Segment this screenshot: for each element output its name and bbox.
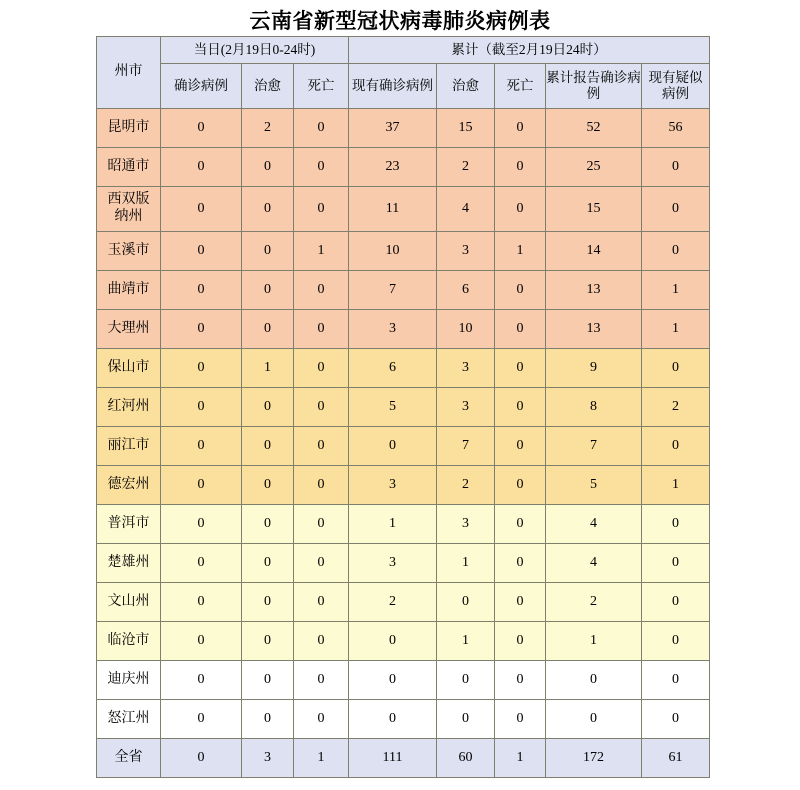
cell-cum-total-reported: 172 <box>546 739 642 778</box>
table-row <box>97 583 710 622</box>
cell-today-deaths: 0 <box>294 466 349 505</box>
cell-cum-total-reported: 25 <box>546 148 642 187</box>
cell-cum-total-reported: 0 <box>546 661 642 700</box>
table-row <box>97 310 710 349</box>
cell-cum-total-reported: 13 <box>546 271 642 310</box>
cell-today-deaths: 1 <box>294 739 349 778</box>
cell-cum-current-confirmed: 1 <box>349 505 437 544</box>
cell-cum-cured: 2 <box>437 466 495 505</box>
table-row <box>97 427 710 466</box>
cell-today-cured: 0 <box>242 187 294 232</box>
table-row <box>97 388 710 427</box>
cell-cum-current-confirmed: 0 <box>349 622 437 661</box>
cell-region-name: 楚雄州 <box>97 544 161 583</box>
cell-today-confirmed: 0 <box>161 505 242 544</box>
cell-today-deaths: 0 <box>294 187 349 232</box>
cell-cum-total-reported: 8 <box>546 388 642 427</box>
cell-cum-total-reported: 13 <box>546 310 642 349</box>
cell-cum-deaths: 1 <box>495 739 546 778</box>
table-row <box>97 544 710 583</box>
cell-today-cured: 0 <box>242 427 294 466</box>
cell-cum-suspected: 0 <box>642 544 710 583</box>
cell-cum-cured: 3 <box>437 388 495 427</box>
cell-cum-deaths: 0 <box>495 388 546 427</box>
cell-cum-deaths: 0 <box>495 187 546 232</box>
cell-region-name: 怒江州 <box>97 700 161 739</box>
cell-cum-total-reported: 4 <box>546 505 642 544</box>
cell-cum-suspected: 0 <box>642 427 710 466</box>
table-row <box>97 466 710 505</box>
cell-region-name: 文山州 <box>97 583 161 622</box>
cell-region-name: 迪庆州 <box>97 661 161 700</box>
cell-cum-deaths: 0 <box>495 466 546 505</box>
cell-today-deaths: 0 <box>294 109 349 148</box>
cell-cum-suspected: 0 <box>642 700 710 739</box>
cell-cum-deaths: 0 <box>495 661 546 700</box>
cell-cum-cured: 1 <box>437 622 495 661</box>
case-table-container <box>96 36 709 778</box>
cell-cum-deaths: 0 <box>495 310 546 349</box>
cell-today-deaths: 0 <box>294 349 349 388</box>
cell-cum-total-reported: 1 <box>546 622 642 661</box>
cell-cum-cured: 0 <box>437 583 495 622</box>
cell-region-name: 玉溪市 <box>97 232 161 271</box>
cell-cum-cured: 0 <box>437 700 495 739</box>
cell-cum-current-confirmed: 2 <box>349 583 437 622</box>
cell-cum-deaths: 0 <box>495 622 546 661</box>
cell-today-deaths: 0 <box>294 700 349 739</box>
cell-cum-suspected: 1 <box>642 271 710 310</box>
table-row <box>97 187 710 232</box>
cell-today-deaths: 0 <box>294 427 349 466</box>
table-row <box>97 661 710 700</box>
header-region: 州市 <box>97 37 161 109</box>
cell-cum-cured: 2 <box>437 148 495 187</box>
cell-cum-suspected: 2 <box>642 388 710 427</box>
cell-today-confirmed: 0 <box>161 109 242 148</box>
header-today-deaths: 死亡 <box>294 64 349 109</box>
table-head <box>97 37 710 109</box>
cell-today-confirmed: 0 <box>161 388 242 427</box>
page-title: 云南省新型冠状病毒肺炎病例表 <box>249 9 551 33</box>
cell-cum-current-confirmed: 0 <box>349 427 437 466</box>
cell-cum-current-confirmed: 0 <box>349 700 437 739</box>
cell-cum-cured: 10 <box>437 310 495 349</box>
cell-cum-deaths: 0 <box>495 271 546 310</box>
header-row-groups <box>97 37 710 64</box>
cell-today-confirmed: 0 <box>161 622 242 661</box>
cell-cum-current-confirmed: 0 <box>349 661 437 700</box>
header-cum-suspected: 现有疑似病例 <box>642 64 710 109</box>
cell-today-cured: 1 <box>242 349 294 388</box>
cell-cum-suspected: 56 <box>642 109 710 148</box>
cell-region-name: 昆明市 <box>97 109 161 148</box>
cell-today-confirmed: 0 <box>161 583 242 622</box>
cell-cum-current-confirmed: 10 <box>349 232 437 271</box>
cell-cum-cured: 60 <box>437 739 495 778</box>
cell-cum-cured: 4 <box>437 187 495 232</box>
cell-cum-cured: 3 <box>437 232 495 271</box>
table-row <box>97 109 710 148</box>
table-row <box>97 271 710 310</box>
table-row <box>97 232 710 271</box>
cell-cum-cured: 15 <box>437 109 495 148</box>
cell-cum-deaths: 0 <box>495 427 546 466</box>
cell-today-deaths: 1 <box>294 232 349 271</box>
cell-today-confirmed: 0 <box>161 310 242 349</box>
cell-region-name: 曲靖市 <box>97 271 161 310</box>
cell-today-confirmed: 0 <box>161 232 242 271</box>
cell-region-name: 昭通市 <box>97 148 161 187</box>
cell-today-confirmed: 0 <box>161 187 242 232</box>
cell-today-deaths: 0 <box>294 583 349 622</box>
cell-region-name: 全省 <box>97 739 161 778</box>
cell-today-deaths: 0 <box>294 388 349 427</box>
cell-cum-total-reported: 52 <box>546 109 642 148</box>
cell-cum-current-confirmed: 3 <box>349 544 437 583</box>
cell-today-deaths: 0 <box>294 544 349 583</box>
cell-cum-cured: 6 <box>437 271 495 310</box>
region-name-line2: 纳州 <box>114 209 143 224</box>
cell-cum-current-confirmed: 5 <box>349 388 437 427</box>
cell-cum-current-confirmed: 6 <box>349 349 437 388</box>
header-cum-total-reported: 累计报告确诊病例 <box>546 64 642 109</box>
table-row <box>97 349 710 388</box>
cell-today-cured: 2 <box>242 109 294 148</box>
cell-today-confirmed: 0 <box>161 466 242 505</box>
header-cum-current-confirmed: 现有确诊病例 <box>349 64 437 109</box>
cell-today-cured: 0 <box>242 583 294 622</box>
cell-today-cured: 0 <box>242 544 294 583</box>
cell-cum-current-confirmed: 3 <box>349 466 437 505</box>
cell-region-name: 大理州 <box>97 310 161 349</box>
cell-cum-total-reported: 4 <box>546 544 642 583</box>
cell-cum-current-confirmed: 23 <box>349 148 437 187</box>
cell-today-confirmed: 0 <box>161 544 242 583</box>
cell-cum-suspected: 0 <box>642 622 710 661</box>
cell-cum-suspected: 0 <box>642 505 710 544</box>
cell-cum-suspected: 61 <box>642 739 710 778</box>
cell-today-deaths: 0 <box>294 622 349 661</box>
cell-cum-deaths: 0 <box>495 583 546 622</box>
cell-today-cured: 0 <box>242 271 294 310</box>
cell-today-cured: 0 <box>242 232 294 271</box>
cell-today-cured: 0 <box>242 466 294 505</box>
cell-cum-deaths: 1 <box>495 232 546 271</box>
cell-cum-total-reported: 0 <box>546 700 642 739</box>
cell-cum-current-confirmed: 7 <box>349 271 437 310</box>
cell-today-deaths: 0 <box>294 310 349 349</box>
cell-cum-deaths: 0 <box>495 109 546 148</box>
header-group-cumulative: 累计（截至2月19日24时） <box>349 37 710 64</box>
cell-cum-current-confirmed: 11 <box>349 187 437 232</box>
cell-cum-cured: 3 <box>437 505 495 544</box>
cell-region-name: 德宏州 <box>97 466 161 505</box>
cell-cum-suspected: 0 <box>642 349 710 388</box>
cell-region-name: 临沧市 <box>97 622 161 661</box>
cell-today-cured: 0 <box>242 505 294 544</box>
cell-today-confirmed: 0 <box>161 349 242 388</box>
cell-cum-total-reported: 2 <box>546 583 642 622</box>
table-row-total <box>97 739 710 778</box>
cell-cum-cured: 7 <box>437 427 495 466</box>
cell-today-confirmed: 0 <box>161 148 242 187</box>
table-row <box>97 505 710 544</box>
table-row <box>97 700 710 739</box>
cell-cum-cured: 3 <box>437 349 495 388</box>
cell-cum-current-confirmed: 111 <box>349 739 437 778</box>
table-row <box>97 148 710 187</box>
cell-cum-total-reported: 7 <box>546 427 642 466</box>
cell-cum-suspected: 1 <box>642 466 710 505</box>
cell-today-confirmed: 0 <box>161 661 242 700</box>
cell-cum-cured: 1 <box>437 544 495 583</box>
cell-cum-total-reported: 5 <box>546 466 642 505</box>
cell-cum-suspected: 0 <box>642 661 710 700</box>
cell-today-cured: 0 <box>242 310 294 349</box>
cell-region-name: 红河州 <box>97 388 161 427</box>
table-body <box>97 109 710 778</box>
cell-cum-suspected: 0 <box>642 148 710 187</box>
cell-cum-deaths: 0 <box>495 349 546 388</box>
cell-cum-deaths: 0 <box>495 700 546 739</box>
header-cum-cured: 治愈 <box>437 64 495 109</box>
cell-cum-suspected: 0 <box>642 187 710 232</box>
cell-today-cured: 0 <box>242 700 294 739</box>
cell-today-deaths: 0 <box>294 661 349 700</box>
cell-region-name: 丽江市 <box>97 427 161 466</box>
cell-today-confirmed: 0 <box>161 700 242 739</box>
header-cum-deaths: 死亡 <box>495 64 546 109</box>
cell-cum-deaths: 0 <box>495 505 546 544</box>
cell-today-deaths: 0 <box>294 271 349 310</box>
cell-cum-current-confirmed: 37 <box>349 109 437 148</box>
cell-cum-total-reported: 14 <box>546 232 642 271</box>
table-row <box>97 622 710 661</box>
header-row-subs <box>97 64 710 109</box>
cell-today-cured: 0 <box>242 661 294 700</box>
cell-cum-suspected: 1 <box>642 310 710 349</box>
cell-today-confirmed: 0 <box>161 739 242 778</box>
cell-cum-deaths: 0 <box>495 148 546 187</box>
cell-cum-total-reported: 15 <box>546 187 642 232</box>
cell-cum-cured: 0 <box>437 661 495 700</box>
cell-cum-current-confirmed: 3 <box>349 310 437 349</box>
header-group-today: 当日(2月19日0-24时) <box>161 37 349 64</box>
cell-region-name: 保山市 <box>97 349 161 388</box>
cell-today-cured: 0 <box>242 622 294 661</box>
cell-cum-suspected: 0 <box>642 232 710 271</box>
cell-today-cured: 3 <box>242 739 294 778</box>
cell-today-confirmed: 0 <box>161 271 242 310</box>
cell-today-cured: 0 <box>242 388 294 427</box>
cell-cum-suspected: 0 <box>642 583 710 622</box>
region-name-line1: 西双版 <box>107 192 150 208</box>
cell-region-name: 普洱市 <box>97 505 161 544</box>
covid-case-table <box>96 36 710 778</box>
cell-cum-deaths: 0 <box>495 544 546 583</box>
header-today-cured: 治愈 <box>242 64 294 109</box>
cell-today-deaths: 0 <box>294 505 349 544</box>
cell-region-name <box>97 187 161 232</box>
cell-today-confirmed: 0 <box>161 427 242 466</box>
header-today-confirmed: 确诊病例 <box>161 64 242 109</box>
cell-cum-total-reported: 9 <box>546 349 642 388</box>
cell-today-cured: 0 <box>242 148 294 187</box>
cell-today-deaths: 0 <box>294 148 349 187</box>
